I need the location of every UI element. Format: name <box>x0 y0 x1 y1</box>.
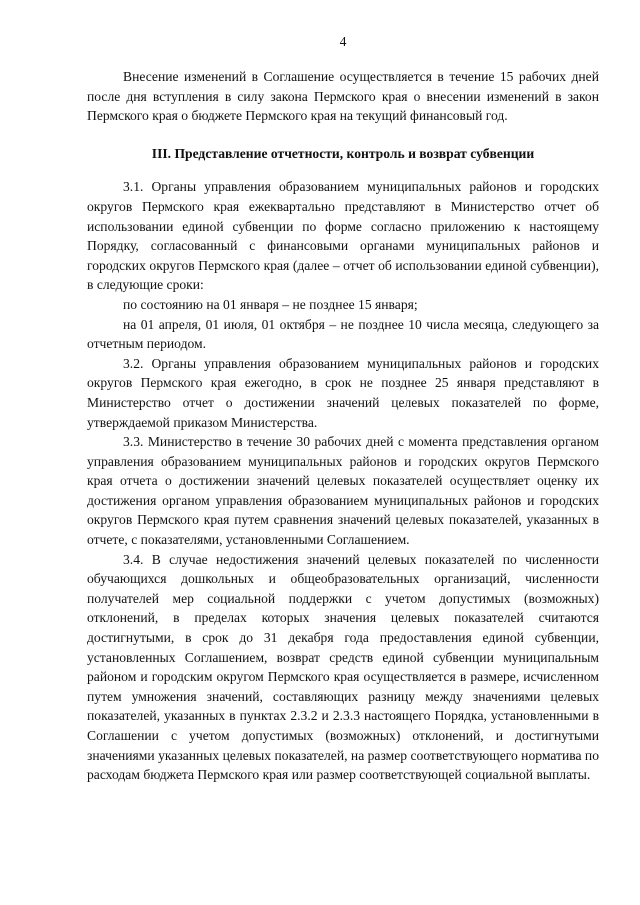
paragraph-3-1: 3.1. Органы управления образованием муниципальных районов и городских округов Пермского края ежеквартально представляют в Министерство отчет об использовании единой субвенции по форме согласно приложению к настоящему Порядку, согласованный с финансовыми органами муниципальных районов и городских округов Пермского края (далее – отчет об использовании единой субвенции), в следующие сроки: <box>87 179 599 293</box>
paragraph-3-2: 3.2. Органы управления образованием муниципальных районов и городских округов Пермского края ежегодно, в срок не позднее 25 января представляют в Министерство отчет о достижении значений целевых показателей по форме, утверждаемой приказом Министерства. <box>87 355 599 430</box>
page-number: 4 <box>339 34 347 49</box>
document-page <box>87 32 599 785</box>
paragraph-deadline-january: по состоянию на 01 января – не позднее 15 января; <box>123 296 418 312</box>
paragraph-3-4: 3.4. В случае недостижения значений целевых показателей по численности обучающихся дошкольных и общеобразовательных организаций, численности получателей мер социальной поддержки с учетом допустимых (возможных) отклонений, в пределах которых значения целевых показателей считаются достигнутыми, в срок до 31 декабря года предоставления единой субвенции, установленных Соглашением, возврат средств единой субвенции муниципальным районом и городским округом Пермского края осуществляется в размере, исчисленном путем умножения значений, составляющих разницу между значениями целевых показателей, указанных в пунктах 2.3.2 и 2.3.3 настоящего Порядка, установленными в Соглашении с учетом допустимых (возможных) отклонений, и достигнутыми значениями указанных целевых показателей, на размер соответствующего норматива по расходам бюджета Пермского края или размер соответствующей социальной выплаты. <box>87 551 599 783</box>
paragraph-3-3: 3.3. Министерство в течение 30 рабочих дней с момента представления органом управления образованием муниципальных районов и городских округов Пермского края отчета о достижении значений целевых показателей осуществляет оценку их достижения органом управления образованием муниципальных районов и городских округов Пермского края путем сравнения значений целевых показателей, указанных в отчете, с показателями, установленными Соглашением. <box>87 434 599 548</box>
paragraph-deadline-quarterly: на 01 апреля, 01 июля, 01 октября – не позднее 10 числа месяца, следующего за отчетным периодом. <box>87 316 599 352</box>
intro-paragraph: Внесение изменений в Соглашение осуществляется в течение 15 рабочих дней после дня вступления в силу закона Пермского края о внесении изменений в закон Пермского края о бюджете Пермского края на текущий финансовый год. <box>87 69 599 124</box>
section-heading: III. Представление отчетности, контроль и возврат субвенции <box>151 145 535 161</box>
